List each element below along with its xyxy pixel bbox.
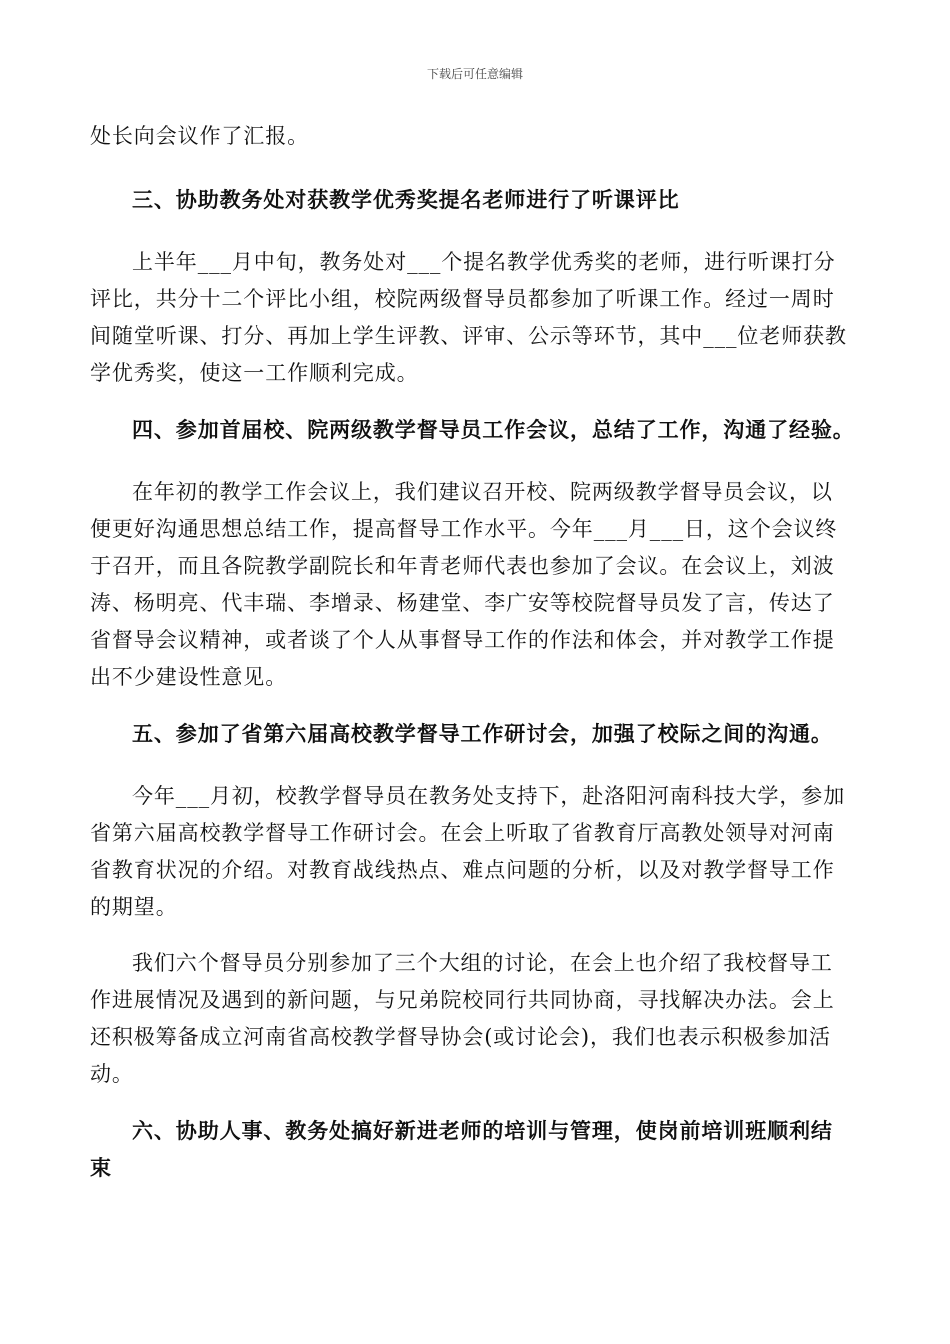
- section-heading: [90, 181, 865, 218]
- text-line: 五、参加了省第六届高校教学督导工作研讨会，加强了校际之间的沟通。: [132, 721, 833, 746]
- text-line: 于召开，而且各院教学副院长和年青老师代表也参加了会议。在会议上，刘波: [90, 554, 835, 578]
- text-line: 省督导会议精神，或者谈了个人从事督导工作的作法和体会，并对教学工作提: [90, 628, 835, 652]
- text-line: 今年___月初，校教学督导员在教务处支持下，赴洛阳河南科技大学，参加: [132, 784, 846, 808]
- text-line: 我们六个督导员分别参加了三个大组的讨论，在会上也介绍了我校督导工: [132, 951, 833, 975]
- text-line: 的期望。: [90, 895, 178, 919]
- text-line: 四、参加首届校、院两级教学督导员工作会议，总结了工作，沟通了经验。: [132, 417, 855, 442]
- text-line: 便更好沟通思想总结工作，提高督导工作水平。今年___月___日，这个会议终: [90, 517, 838, 541]
- text-line: 涛、杨明亮、代丰瑞、李增录、杨建堂、李广安等校院督导员发了言，传达了: [90, 591, 835, 615]
- text-line: 间随堂听课、打分、再加上学生评教、评审、公示等环节，其中___位老师获教: [90, 324, 847, 348]
- section-heading: [90, 411, 865, 448]
- text-line: 省教育状况的介绍。对教育战线热点、难点问题的分析，以及对教学督导工作: [90, 858, 835, 882]
- section-heading: [90, 1112, 865, 1186]
- text-line: 三、协助教务处对获教学优秀奖提名老师进行了听课评比: [132, 187, 680, 212]
- text-line: 处长向会议作了汇报。: [90, 124, 309, 148]
- text-line: 上半年___月中旬，教务处对___个提名教学优秀奖的老师，进行听课打分: [132, 250, 836, 274]
- text-line: 作进展情况及遇到的新问题，与兄弟院校同行共同协商，寻找解决办法。会上: [90, 988, 835, 1012]
- paragraph: [90, 778, 865, 926]
- paragraph: [90, 118, 865, 155]
- text-line: 动。: [90, 1062, 134, 1086]
- text-line: 束: [90, 1155, 112, 1180]
- section-heading: [90, 715, 865, 752]
- document-body: [90, 118, 865, 1212]
- text-line: 还积极筹备成立河南省高校教学督导协会(或讨论会)，我们也表示积极参加活: [90, 1025, 831, 1049]
- text-line: 在年初的教学工作会议上，我们建议召开校、院两级教学督导员会议，以: [132, 480, 833, 504]
- text-line: 学优秀奖，使这一工作顺利完成。: [90, 361, 419, 385]
- paragraph: [90, 945, 865, 1093]
- text-line: 出不少建设性意见。: [90, 665, 288, 689]
- paragraph: [90, 474, 865, 696]
- paragraph: [90, 244, 865, 392]
- page-header: 下载后可任意编辑: [426, 67, 523, 81]
- text-line: 省第六届高校教学督导工作研讨会。在会上听取了省教育厅高教处领导对河南: [90, 821, 835, 845]
- text-line: 六、协助人事、教务处搞好新进老师的培训与管理，使岗前培训班顺利结: [132, 1118, 833, 1143]
- text-line: 评比，共分十二个评比小组，校院两级督导员都参加了听课工作。经过一周时: [90, 287, 835, 311]
